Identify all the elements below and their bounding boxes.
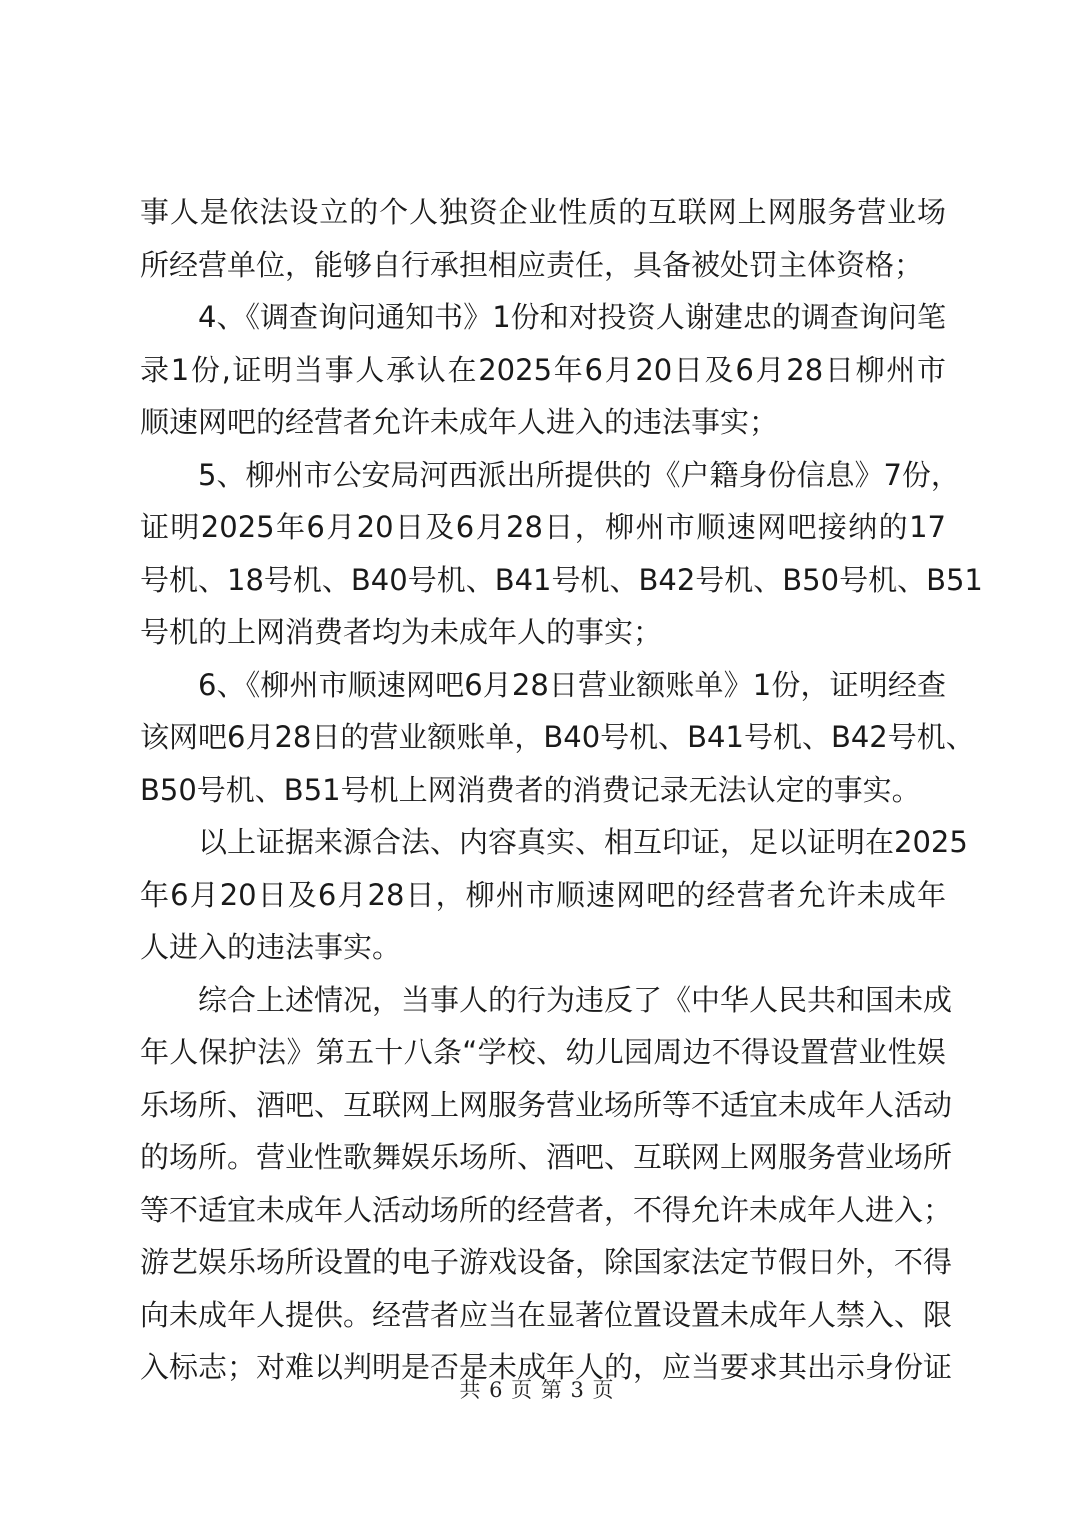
- text-line: 4、《调查询问通知书》1份和对投资人谢建忠的调查询问笔: [198, 300, 946, 334]
- text-line: 入标志；对难以判明是否是未成年人的，应当要求其出示身份证: [140, 1350, 953, 1384]
- text-line: 向未成年人提供。经营者应当在显著位置设置未成年人禁入、限: [140, 1297, 953, 1332]
- text-line: 录1份,证明当事人承认在2025年6月20日及6月28日柳州市: [140, 352, 946, 387]
- text-line: 该网吧6月28日的营业额账单，B40号机、B41号机、B42号机、: [140, 720, 975, 754]
- text-line: 以上证据来源合法、内容真实、相互印证，足以证明在2025: [198, 825, 968, 859]
- text-line: 事人是依法设立的个人独资企业性质的互联网上网服务营业场: [140, 195, 946, 229]
- text-line: 人进入的违法事实。: [140, 930, 402, 964]
- text-line: 等不适宜未成年人活动场所的经营者，不得允许未成年人进入；: [140, 1192, 953, 1227]
- text-line: 所经营单位，能够自行承担相应责任，具备被处罚主体资格；: [140, 247, 924, 282]
- text-line: 顺速网吧的经营者允许未成年人进入的违法事实；: [140, 405, 779, 439]
- text-line: 乐场所、酒吧、互联网上网服务营业场所等不适宜未成年人活动: [140, 1087, 953, 1122]
- page-footer: 共 6 页 第 3 页: [459, 1378, 615, 1402]
- text-line: 游艺娱乐场所设置的电子游戏设备，除国家法定节假日外，不得: [140, 1245, 953, 1279]
- text-line: 号机的上网消费者均为未成年人的事实；: [140, 615, 663, 649]
- text-line: 年6月20日及6月28日，柳州市顺速网吧的经营者允许未成年: [140, 877, 946, 912]
- text-line: 5、柳州市公安局河西派出所提供的《户籍身份信息》7份，: [198, 457, 960, 492]
- text-line: 号机、18号机、B40号机、B41号机、B42号机、B50号机、B51: [140, 562, 983, 597]
- text-line: 综合上述情况，当事人的行为违反了《中华人民共和国未成: [198, 982, 953, 1017]
- text-line: 6、《柳州市顺速网吧6月28日营业额账单》1份，证明经查: [198, 667, 946, 702]
- text-line: 证明2025年6月20日及6月28日，柳州市顺速网吧接纳的17: [140, 510, 946, 544]
- document-body: [140, 186, 983, 1394]
- text-line: 年人保护法》第五十八条“学校、幼儿园周边不得设置营业性娱: [140, 1035, 946, 1069]
- text-line: 的场所。营业性歌舞娱乐场所、酒吧、互联网上网服务营业场所: [140, 1140, 953, 1174]
- text-line: B50号机、B51号机上网消费者的消费记录无法认定的事实。: [140, 772, 921, 807]
